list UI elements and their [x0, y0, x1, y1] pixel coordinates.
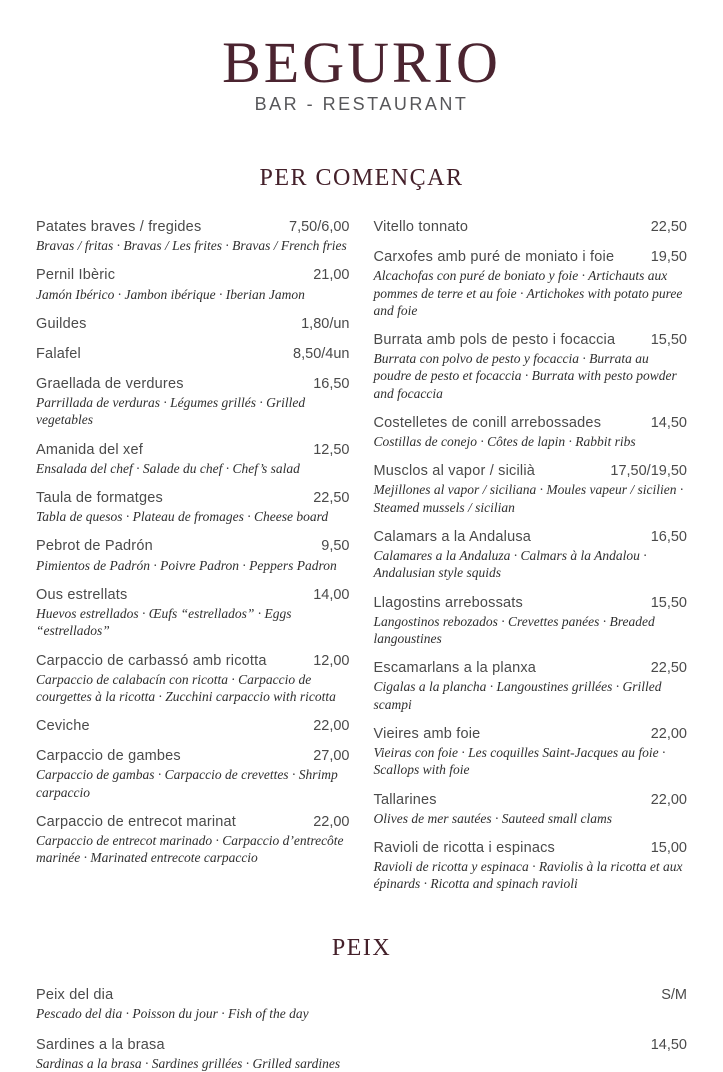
- menu-item-row: [374, 839, 688, 857]
- menu-item-row: [374, 725, 688, 743]
- menu-item-row: [374, 659, 688, 677]
- menu-item: [36, 375, 350, 429]
- item-description: Huevos estrellados · Œufs “estrellados” · Eggs “estrellados”: [36, 605, 292, 639]
- item-name: Tallarines: [373, 791, 437, 808]
- item-description: Costillas de conejo · Côtes de lapin · Rabbit ribs: [373, 434, 636, 450]
- menu-item: [36, 717, 350, 735]
- item-price: 19,50: [650, 249, 687, 266]
- menu-item: [36, 537, 350, 573]
- menu-item: [36, 441, 350, 477]
- menu-item: [374, 331, 688, 402]
- item-name: Ceviche: [36, 718, 90, 735]
- item-description: Sardinas a la brasa · Sardines grillées · Grilled sardines: [36, 1056, 341, 1072]
- item-price: 12,50: [313, 441, 350, 458]
- item-price: 22,00: [650, 725, 687, 742]
- item-name: Patates braves / fregides: [36, 219, 202, 235]
- item-price: 7,50/6,00: [289, 219, 350, 235]
- menu-item-row: [374, 791, 688, 809]
- item-name: Amanida del xef: [36, 441, 143, 458]
- item-price: 22,50: [313, 490, 350, 507]
- item-price: 14,00: [313, 586, 350, 603]
- item-description: Vieiras con foie · Les coquilles Saint-Jacques au foie · Scallops with foie: [373, 745, 666, 778]
- menu-item-row: [36, 315, 350, 333]
- brand-block: [36, 30, 687, 115]
- menu-item-row: [374, 248, 688, 266]
- item-name: Escamarlans a la planxa: [373, 660, 537, 677]
- item-description: Pescado del dia · Poisson du jour · Fish of the day: [36, 1005, 309, 1021]
- brand-logo: BEGURIO: [222, 30, 501, 95]
- section-title-starters: PER COMENÇAR: [259, 165, 464, 191]
- item-price: 22,00: [313, 718, 350, 735]
- item-description: Calamares a la Andaluza · Calmars à la Andalou · Andalusian style squids: [373, 548, 647, 581]
- item-name: Graellada de verdures: [36, 376, 184, 393]
- menu-item-row: [36, 717, 350, 735]
- item-name: Pebrot de Padrón: [36, 538, 153, 555]
- fish-list: [36, 986, 687, 1072]
- menu-item: [374, 839, 688, 893]
- item-price: 12,00: [313, 652, 350, 669]
- item-price: 14,50: [650, 1037, 687, 1054]
- menu-item: [374, 218, 688, 236]
- item-price: 17,50/19,50: [610, 463, 687, 480]
- item-name: Costelletes de conill arrebossades: [373, 414, 602, 431]
- item-price: 15,50: [650, 332, 687, 349]
- item-price: 16,50: [650, 529, 687, 546]
- item-name: Vitello tonnato: [373, 219, 469, 235]
- item-name: Sardines a la brasa: [36, 1037, 165, 1054]
- item-description: Carpaccio de calabacín con ricotta · Carpaccio de courgettes à la ricotta · Zucchini carpaccio with ricotta: [36, 671, 336, 704]
- menu-item-row: [374, 414, 688, 432]
- menu-item: [36, 345, 350, 363]
- item-price: 22,00: [313, 813, 350, 830]
- menu-item-row: [36, 747, 350, 765]
- menu-item-row: [36, 1036, 687, 1054]
- menu-item-row: [36, 345, 350, 363]
- menu-item-row: [36, 441, 350, 459]
- item-name: Guildes: [36, 315, 87, 332]
- item-price: 15,50: [650, 594, 687, 611]
- menu-item: [36, 986, 687, 1022]
- item-price: 22,50: [650, 660, 687, 677]
- item-description: Pimientos de Padrón · Poivre Padron · Peppers Padron: [36, 557, 337, 573]
- item-description: Mejillones al vapor / siciliana · Moules vapeur / sicilien · Steamed mussels / sicilian: [373, 482, 684, 515]
- item-description: Langostinos rebozados · Crevettes panées · Breaded langoustines: [373, 613, 655, 647]
- menu-item: [36, 813, 350, 867]
- item-description: Ravioli de ricotta y espinaca · Raviolis à la ricotta et aux épinards · Ricotta and spinach ravioli: [373, 859, 683, 892]
- menu-item-row: [36, 375, 350, 393]
- item-name: Llagostins arrebossats: [373, 594, 523, 611]
- menu-item-row: [374, 331, 688, 349]
- item-name: Ravioli de ricotta i espinacs: [373, 840, 555, 857]
- item-name: Musclos al vapor / sicilià: [373, 463, 536, 480]
- menu-item-row: [36, 489, 350, 507]
- starters-column-right: [374, 218, 688, 905]
- menu-item: [374, 725, 688, 779]
- brand-subtitle: BAR - RESTAURANT: [254, 94, 469, 114]
- item-description: Carpaccio de entrecot marinado · Carpaccio d’entrecôte marinée · Marinated entrecote carpaccio: [36, 833, 344, 866]
- starters-columns: [36, 218, 687, 905]
- item-name: Ous estrellats: [36, 586, 128, 603]
- menu-item-row: [36, 266, 350, 284]
- item-price: 8,50/4un: [293, 345, 350, 362]
- item-name: Burrata amb pols de pesto i focaccia: [373, 332, 616, 349]
- item-name: Taula de formatges: [36, 490, 163, 507]
- item-price: 9,50: [321, 538, 350, 555]
- menu-item-row: [374, 528, 688, 546]
- item-description: Parrillada de verduras · Légumes grillés · Grilled vegetables: [36, 395, 306, 428]
- item-name: Carpaccio de entrecot marinat: [36, 813, 237, 830]
- item-price: 21,00: [313, 267, 350, 284]
- menu-item: [374, 462, 688, 516]
- item-name: Calamars a la Andalusa: [373, 529, 532, 546]
- item-name: Falafel: [36, 345, 81, 362]
- menu-item: [36, 266, 350, 302]
- menu-item: [374, 248, 688, 319]
- menu-item-row: [36, 986, 687, 1004]
- item-price: 22,00: [650, 791, 687, 808]
- item-description: Olives de mer sautées · Sauteed small clams: [373, 810, 612, 826]
- menu-item: [374, 528, 688, 582]
- item-description: Burrata con polvo de pesto y focaccia · Burrata au poudre de pesto et focaccia · Burrata with pesto powder and focaccia: [373, 351, 677, 401]
- item-price: 15,00: [650, 840, 687, 857]
- item-name: Carpaccio de carbassó amb ricotta: [36, 652, 267, 669]
- item-price: 16,50: [313, 376, 350, 393]
- menu-item-row: [374, 462, 688, 480]
- item-price: 27,00: [313, 748, 350, 765]
- item-price: S/M: [661, 986, 687, 1003]
- menu-item: [374, 594, 688, 648]
- menu-item: [36, 489, 350, 525]
- menu-item: [374, 659, 688, 713]
- item-description: Cigalas a la plancha · Langoustines grillées · Grilled scampi: [373, 679, 662, 712]
- menu-item-row: [374, 218, 688, 236]
- section-title-fish: PEIX: [331, 934, 392, 961]
- item-description: Bravas / fritas · Bravas / Les frites · Bravas / French fries: [36, 238, 347, 254]
- item-price: 14,50: [650, 414, 687, 431]
- menu-item-row: [36, 537, 350, 555]
- item-description: Jamón Ibérico · Jambon ibérique · Iberian Jamon: [36, 286, 305, 302]
- menu-item-row: [374, 594, 688, 612]
- item-name: Pernil Ibèric: [36, 267, 116, 284]
- menu-item: [36, 586, 350, 640]
- menu-item-row: [36, 218, 350, 236]
- item-name: Peix del dia: [36, 986, 114, 1003]
- item-price: 22,50: [650, 219, 687, 235]
- item-description: Tabla de quesos · Plateau de fromages · Cheese board: [36, 509, 329, 525]
- item-description: Ensalada del chef · Salade du chef · Chef’s salad: [36, 460, 300, 476]
- item-price: 1,80/un: [301, 315, 350, 332]
- item-name: Carxofes amb puré de moniato i foie: [373, 249, 615, 266]
- menu-item: [36, 315, 350, 333]
- item-description: Carpaccio de gambas · Carpaccio de crevettes · Shrimp carpaccio: [36, 767, 338, 800]
- item-name: Vieires amb foie: [373, 725, 481, 742]
- menu-item: [36, 652, 350, 706]
- item-name: Carpaccio de gambes: [36, 748, 181, 765]
- menu-item: [36, 218, 350, 254]
- menu-item-row: [36, 652, 350, 670]
- item-description: Alcachofas con puré de boniato y foie · Artichauts aux pommes de terre et au foie · Artichokes with potato puree and foie: [373, 268, 683, 318]
- menu-item: [36, 747, 350, 801]
- menu-item: [374, 791, 688, 827]
- menu-item-row: [36, 586, 350, 604]
- menu-item: [36, 1036, 687, 1072]
- starters-column-left: [36, 218, 350, 905]
- menu-item: [374, 414, 688, 450]
- menu-item-row: [36, 813, 350, 831]
